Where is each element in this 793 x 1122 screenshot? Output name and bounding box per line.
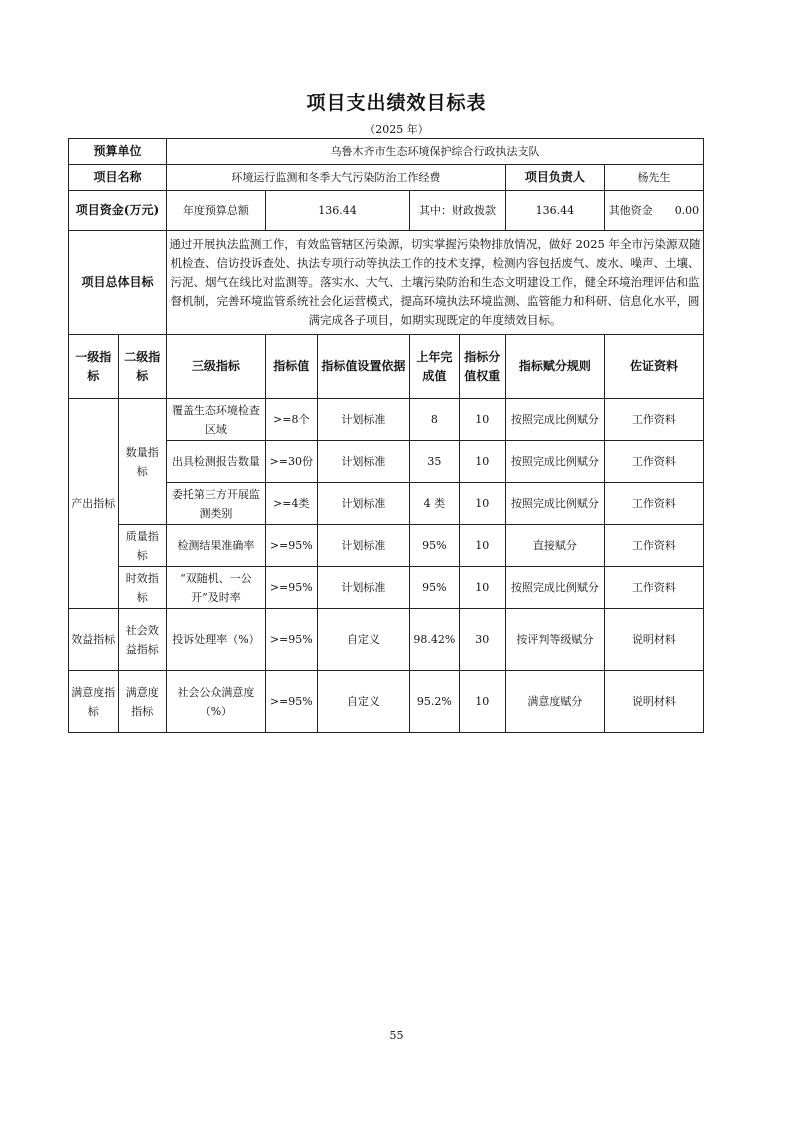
row-basis: 自定义 [317, 671, 410, 733]
row-weight: 10 [459, 483, 505, 525]
table-row [69, 399, 704, 441]
row-rule: 按照完成比例赋分 [505, 567, 604, 609]
row-weight: 10 [459, 399, 505, 441]
row-rule: 按评判等级赋分 [505, 609, 604, 671]
group-quality: 质量指标 [118, 525, 166, 567]
goal-text: 通过开展执法监测工作，有效监管辖区污染源，切实掌握污染物排放情况，做好 2025 年全市污染源双随机检查、信访投诉查处、执法专项行动等执法工作的技术支撑，检测内容包括废气、废水、噪声、土壤、污泥、烟气在线比对监测等。落实水、大气、土壤污染防治和生态文明建设工作，健全环境治理评估和监督机制，完善环境监管系统社会化运营模式，提高环境执法环境监测、监管能力和科研、信息化水平，圆满完成各子项目，如期实现既定的年度绩效目标。 [166, 231, 703, 335]
goal-label: 项目总体目标 [69, 231, 167, 335]
row-l3: “双随机、一公开”及时率 [166, 567, 265, 609]
row-weight: 10 [459, 441, 505, 483]
row-basis: 计划标准 [317, 567, 410, 609]
group-satisfaction: 满意度指标 [69, 671, 119, 733]
row-l3: 委托第三方开展监测类别 [166, 483, 265, 525]
header-level3: 三级指标 [166, 335, 265, 399]
row-weight: 10 [459, 671, 505, 733]
annual-total-label: 年度预算总额 [166, 191, 265, 231]
header-level1: 一级指标 [69, 335, 119, 399]
group-benefit: 效益指标 [69, 609, 119, 671]
page-number: 55 [389, 1029, 404, 1042]
other-funds-label: 其他资金 [608, 204, 653, 217]
group-social: 社会效益指标 [118, 609, 166, 671]
row-l3: 出具检测报告数量 [166, 441, 265, 483]
row-evidence: 工作资料 [604, 525, 703, 567]
page-title: 项目支出绩效目标表 [306, 92, 487, 114]
unit-label: 预算单位 [69, 139, 167, 165]
row-prev: 35 [410, 441, 460, 483]
group-satisfaction-sub: 满意度指标 [118, 671, 166, 733]
header-level2: 二级指标 [118, 335, 166, 399]
row-rule: 按照完成比例赋分 [505, 483, 604, 525]
row-basis: 自定义 [317, 609, 410, 671]
year-label: （2025 年） [364, 123, 429, 136]
row-evidence: 工作资料 [604, 483, 703, 525]
row-weight: 10 [459, 525, 505, 567]
project-name-label: 项目名称 [69, 165, 167, 191]
funds-label: 项目资金(万元) [69, 191, 167, 231]
annual-total-value: 136.44 [265, 191, 409, 231]
row-weight: 30 [459, 609, 505, 671]
row-value: >=30份 [265, 441, 317, 483]
row-l3: 检测结果准确率 [166, 525, 265, 567]
header-evidence: 佐证资料 [604, 335, 703, 399]
row-evidence: 工作资料 [604, 441, 703, 483]
row-value: >=95% [265, 609, 317, 671]
fiscal-value: 136.44 [505, 191, 604, 231]
other-funds-cell [604, 191, 703, 231]
row-prev: 8 [410, 399, 460, 441]
header-weight: 指标分值权重 [459, 335, 505, 399]
table-row [69, 609, 704, 671]
group-quantity: 数量指标 [118, 399, 166, 525]
row-evidence: 说明材料 [604, 609, 703, 671]
header-prev: 上年完成值 [410, 335, 460, 399]
row-rule: 按照完成比例赋分 [505, 441, 604, 483]
table-row [69, 567, 704, 609]
row-rule: 直接赋分 [505, 525, 604, 567]
responsible-label: 项目负责人 [505, 165, 604, 191]
project-name-value: 环境运行监测和冬季大气污染防治工作经费 [166, 165, 505, 191]
row-value: >=95% [265, 525, 317, 567]
table-row [69, 525, 704, 567]
row-prev: 95% [410, 567, 460, 609]
header-rule: 指标赋分规则 [505, 335, 604, 399]
header-basis: 指标值设置依据 [317, 335, 410, 399]
row-prev: 4 类 [410, 483, 460, 525]
row-evidence: 工作资料 [604, 399, 703, 441]
row-value: >=95% [265, 671, 317, 733]
row-prev: 98.42% [410, 609, 460, 671]
row-prev: 95.2% [410, 671, 460, 733]
row-l3: 社会公众满意度（%） [166, 671, 265, 733]
fiscal-label: 其中：财政拨款 [410, 191, 506, 231]
other-funds-value: 0.00 [674, 204, 700, 217]
row-prev: 95% [410, 525, 460, 567]
row-evidence: 说明材料 [604, 671, 703, 733]
row-evidence: 工作资料 [604, 567, 703, 609]
row-value: >=4类 [265, 483, 317, 525]
row-basis: 计划标准 [317, 483, 410, 525]
table-row [69, 671, 704, 733]
unit-value: 乌鲁木齐市生态环境保护综合行政执法支队 [166, 139, 703, 165]
responsible-value: 杨先生 [604, 165, 703, 191]
header-value: 指标值 [265, 335, 317, 399]
performance-table [68, 138, 704, 733]
row-basis: 计划标准 [317, 441, 410, 483]
row-l3: 投诉处理率（%） [166, 609, 265, 671]
row-rule: 满意度赋分 [505, 671, 604, 733]
row-weight: 10 [459, 567, 505, 609]
row-value: >=95% [265, 567, 317, 609]
row-basis: 计划标准 [317, 399, 410, 441]
group-timeliness: 时效指标 [118, 567, 166, 609]
row-value: >=8个 [265, 399, 317, 441]
group-output: 产出指标 [69, 399, 119, 609]
row-basis: 计划标准 [317, 525, 410, 567]
row-rule: 按照完成比例赋分 [505, 399, 604, 441]
row-l3: 覆盖生态环境检查区域 [166, 399, 265, 441]
